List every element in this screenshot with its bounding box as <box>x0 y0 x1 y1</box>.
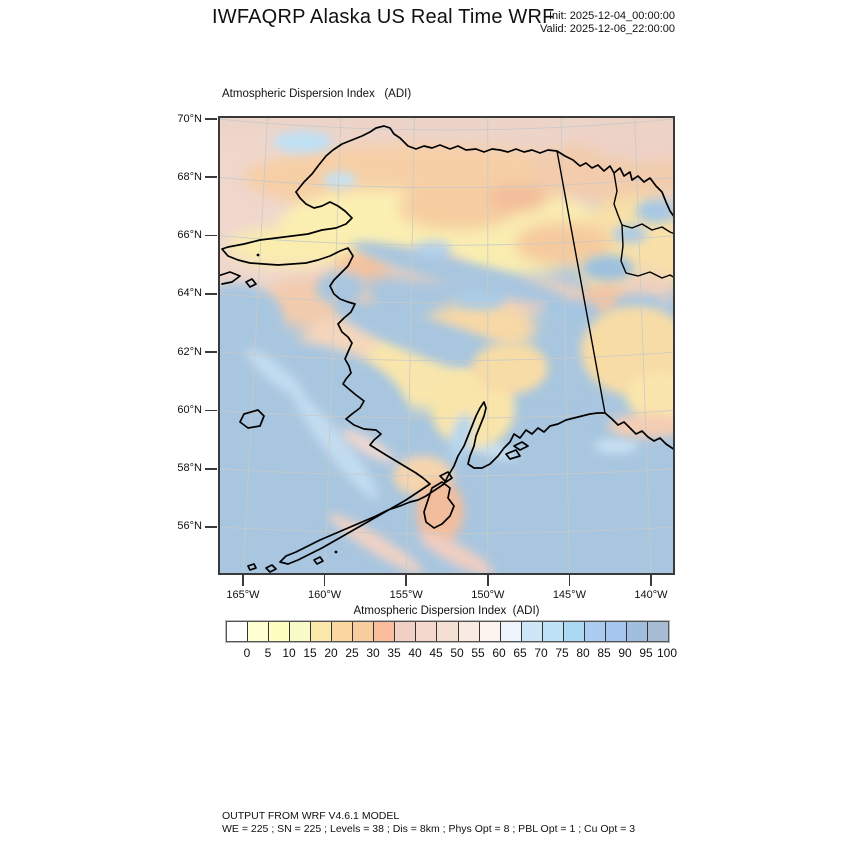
colorbar-label: 0 <box>243 646 251 660</box>
colorbar-cell <box>522 622 543 641</box>
lat-tick-label: 68°N <box>177 170 202 183</box>
lat-tick-label: 64°N <box>177 287 202 300</box>
lon-tick-label: 140°W <box>634 589 668 601</box>
lon-tick-mark <box>650 575 652 586</box>
lon-tick-label: 155°W <box>389 589 423 601</box>
lat-tick-mark <box>205 118 217 120</box>
colorbar-label: 80 <box>576 646 590 660</box>
lat-tick-label: 66°N <box>177 229 202 242</box>
map-canvas <box>218 116 675 575</box>
lat-tick-mark <box>205 410 217 412</box>
lon-tick-mark <box>242 575 244 586</box>
colorbar-label: 100 <box>656 646 678 660</box>
lat-tick-mark <box>205 526 217 528</box>
colorbar-cell <box>395 622 416 641</box>
colorbar-label: 40 <box>408 646 422 660</box>
lat-tick-mark <box>205 293 217 295</box>
colorbar-label: 55 <box>471 646 485 660</box>
colorbar-label: 90 <box>618 646 632 660</box>
lat-tick-label: 58°N <box>177 462 202 475</box>
lon-tick-label: 165°W <box>226 589 260 601</box>
lat-tick-mark <box>205 468 217 470</box>
colorbar-cell <box>459 622 480 641</box>
lat-tick-label: 60°N <box>177 403 202 416</box>
colorbar-label: 50 <box>450 646 464 660</box>
colorbar-label: 70 <box>534 646 548 660</box>
map-subtitle: Atmospheric Dispersion Index (ADI) <box>222 88 412 100</box>
lat-tick-label: 62°N <box>177 345 202 358</box>
lat-tick-mark <box>205 351 217 353</box>
colorbar-cell <box>606 622 627 641</box>
colorbar-cell <box>332 622 353 641</box>
colorbar-label: 25 <box>345 646 359 660</box>
lon-tick-label: 160°W <box>308 589 342 601</box>
lon-tick-label: 145°W <box>552 589 586 601</box>
colorbar-cell <box>585 622 606 641</box>
page-title: IWFAQRP Alaska US Real Time WRF <box>212 6 555 28</box>
colorbar-cell <box>269 622 290 641</box>
lat-tick-mark <box>205 235 217 237</box>
lat-tick-label: 70°N <box>177 112 202 125</box>
colorbar-cell <box>248 622 269 641</box>
colorbar-cell <box>648 622 668 641</box>
colorbar-label: 5 <box>264 646 272 660</box>
colorbar-cell <box>353 622 374 641</box>
colorbar-cell <box>374 622 395 641</box>
lat-tick-mark <box>205 176 217 178</box>
colorbar-cell <box>290 622 311 641</box>
colorbar-label: 45 <box>429 646 443 660</box>
colorbar-cell <box>543 622 564 641</box>
lon-tick-label: 150°W <box>471 589 505 601</box>
colorbar-cell <box>564 622 585 641</box>
colorbar-cell <box>311 622 332 641</box>
colorbar-label: 85 <box>597 646 611 660</box>
colorbar-label: 10 <box>282 646 296 660</box>
colorbar-cell <box>227 622 248 641</box>
colorbar-label: 15 <box>303 646 317 660</box>
lon-tick-mark <box>324 575 326 586</box>
colorbar-label: 65 <box>513 646 527 660</box>
colorbar-label: 35 <box>387 646 401 660</box>
lon-tick-mark <box>569 575 571 586</box>
colorbar-label: 75 <box>555 646 569 660</box>
colorbar-label: 30 <box>366 646 380 660</box>
colorbar-cell <box>501 622 522 641</box>
valid-timestamp: Valid: 2025-12-06_22:00:00 <box>540 23 675 35</box>
init-timestamp: Init: 2025-12-04_00:00:00 <box>549 10 675 22</box>
footer-model-line: OUTPUT FROM WRF V4.6.1 MODEL <box>222 810 400 822</box>
colorbar-title: Atmospheric Dispersion Index (ADI) <box>353 605 540 617</box>
colorbar-cell <box>437 622 458 641</box>
colorbar-label: 20 <box>324 646 338 660</box>
adi-field <box>218 116 675 575</box>
colorbar <box>226 621 669 642</box>
colorbar-cell <box>480 622 501 641</box>
lon-tick-mark <box>405 575 407 586</box>
colorbar-label: 95 <box>639 646 653 660</box>
lon-tick-mark <box>487 575 489 586</box>
colorbar-cell <box>627 622 648 641</box>
footer-config-line: WE = 225 ; SN = 225 ; Levels = 38 ; Dis = 8km ; Phys Opt = 8 ; PBL Opt = 1 ; Cu Opt = 3 <box>222 823 636 835</box>
colorbar-label: 60 <box>492 646 506 660</box>
colorbar-cell <box>416 622 437 641</box>
lat-tick-label: 56°N <box>177 520 202 533</box>
